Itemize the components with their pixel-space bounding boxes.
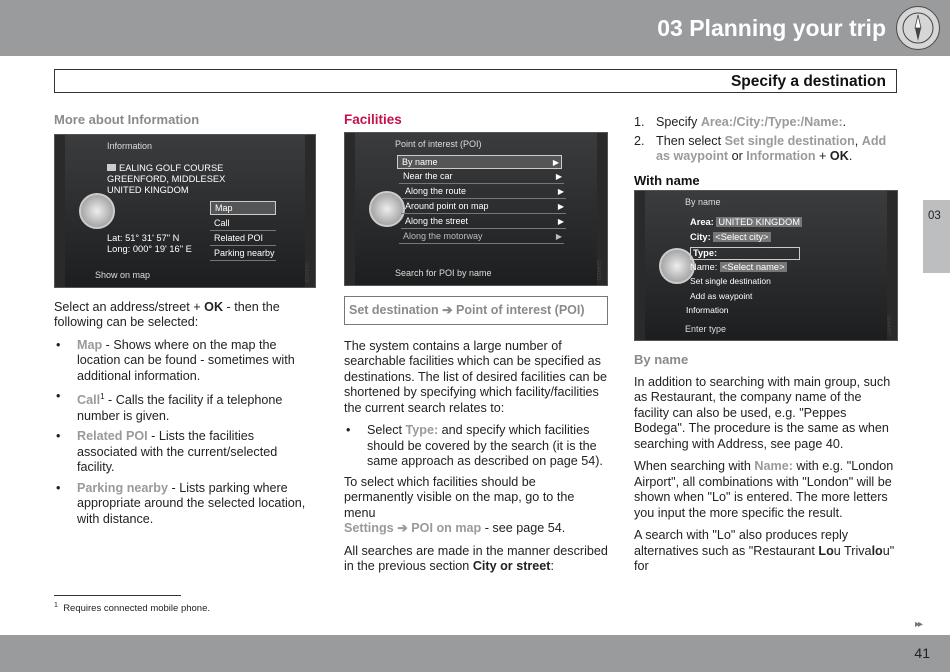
- compass-icon: [896, 6, 940, 50]
- arrow-right-icon: ➔: [397, 521, 408, 535]
- list-item: 1. Specify Area:/City:/Type:/Name:.: [634, 115, 847, 129]
- field-label: City:: [690, 232, 711, 242]
- footnote-divider: [54, 595, 181, 596]
- screen-option: Information: [686, 305, 729, 315]
- screen-line: GREENFORD, MIDDLESEX: [107, 173, 226, 184]
- screen-line: EALING GOLF COURSE: [119, 162, 224, 173]
- steps-list: [634, 115, 898, 165]
- screen-menu-item: Along the street ▶: [401, 215, 566, 229]
- information-screen-image: [54, 134, 316, 288]
- list-item: 2. Then select Set single destination, Add as waypoint or Information + OK.: [634, 133, 887, 163]
- screen-menu-item: Around point on map ▶: [401, 200, 566, 214]
- field-label: Area:: [690, 217, 714, 227]
- facilities-paragraph: The system contains a large number of searchable facilities which can be specified as destinations. The list of desired facilities can be shortened by specifying which facility/facilities the current search relates to:: [344, 338, 607, 415]
- list-item: • Related POI - Lists the facilities associated with the current/selected facility.: [54, 429, 316, 476]
- footnote: $^1$ Requires connected mobile phone.: [54, 602, 211, 615]
- image-code: G044229: [303, 261, 309, 283]
- list-item: • Parking nearby - Lists parking where appropriate around the selected location, with distance.: [54, 481, 316, 528]
- field-value: <Select name>: [721, 262, 785, 272]
- list-item: • Select Type: and specify which facilities should be covered by the search (it is the same approach as described on page 54).: [344, 423, 608, 470]
- control-knob-icon: [369, 191, 405, 227]
- column-more-about-information: [54, 112, 316, 532]
- screen-latitude: Lat: 51° 31' 57" N: [107, 232, 180, 243]
- heading-with-name: With name: [634, 172, 700, 188]
- screen-header: Information: [107, 140, 153, 151]
- image-code: G044477: [885, 315, 891, 336]
- field-value: UNITED KINGDOM: [718, 217, 800, 227]
- section-title-box: [54, 69, 897, 93]
- arrow-right-icon: ➔: [442, 302, 453, 317]
- screen-option: Set single destination: [690, 276, 771, 286]
- side-tab-label: 03: [928, 210, 941, 222]
- option-list: [54, 338, 316, 528]
- by-name-screen-image: [634, 190, 898, 341]
- screen-menu-item: Along the motorway ▶: [399, 230, 564, 244]
- column-by-name: [634, 112, 898, 582]
- lo-search-paragraph: A search with "Lo" also produces reply alternatives such as "Restaurant Lou Trivalou" for: [634, 528, 895, 573]
- menu-path-box: Set destination ➔ Point of interest (POI): [344, 296, 608, 325]
- screen-footer: Search for POI by name: [395, 268, 492, 278]
- flag-icon: [107, 164, 116, 171]
- heading-facilities: Facilities: [344, 112, 402, 127]
- screen-line: UNITED KINGDOM: [107, 184, 189, 195]
- continue-arrows-icon: ▸▸: [915, 619, 922, 630]
- screen-menu-item: Related POI: [210, 232, 276, 246]
- chapter-side-tab[interactable]: [923, 200, 950, 273]
- screen-header: By name: [685, 197, 721, 207]
- field-label: Name:: [690, 262, 718, 272]
- section-title: Specify a destination: [730, 73, 886, 90]
- poi-screen-image: [344, 132, 608, 286]
- column-facilities: [344, 112, 608, 582]
- screen-menu-item: Along the route ▶: [401, 185, 566, 199]
- page-footer: [0, 635, 950, 672]
- searches-paragraph: All searches are made in the manner described in the previous section City or street:: [344, 543, 608, 573]
- name-search-paragraph: When searching with Name: with e.g. "London Airport", all combinations with "London" will be shown when "Lo" is entered. The more letters you input the more specific the result.: [634, 459, 894, 520]
- screen-menu-item: By name ▶: [397, 155, 562, 169]
- screen-footer: Enter type: [685, 323, 727, 334]
- chapter-header: [0, 0, 950, 56]
- control-knob-icon: [79, 193, 115, 229]
- list-item: • Call$^1$ - Calls the facility if a telephone number is given.: [54, 389, 316, 424]
- screen-menu-item: Call: [210, 217, 276, 231]
- screen-option: Add as waypoint: [690, 291, 753, 301]
- field-value: <Select city>: [715, 232, 769, 242]
- screen-menu-item: Map: [210, 201, 276, 215]
- list-item: • Map - Shows where on the map the location can be found - sometimes with additional information.: [54, 338, 316, 385]
- chapter-title: 03 Planning your trip: [657, 15, 886, 41]
- screen-menu-item: Parking nearby: [210, 247, 276, 261]
- page-number: 41: [914, 645, 930, 661]
- heading-more-about-information: More about Information: [54, 112, 200, 127]
- field-label: Type:: [693, 248, 718, 258]
- screen-footer: Show on map: [95, 270, 151, 280]
- image-code: G044231: [595, 259, 601, 281]
- screen-menu-item: Near the car ▶: [399, 170, 564, 184]
- intro-paragraph: Select an address/street + OK - then the following can be selected:: [54, 299, 280, 329]
- footnote-ref: 1: [100, 392, 105, 401]
- screen-header: Point of interest (POI): [395, 138, 482, 149]
- heading-by-name: By name: [634, 352, 689, 367]
- select-type-list: [344, 423, 608, 470]
- settings-paragraph: To select which facilities should be permanently visible on the map, go to the menu Settings ➔ POI on map - see page 54.: [344, 474, 575, 535]
- by-name-paragraph: In addition to searching with main group, such as Restaurant, the company name of the facility can also be used, e.g. "Peppes Bodega". The procedure is the same as when searching with Address, see page 40.: [634, 374, 891, 451]
- screen-longitude: Long: 000° 19' 16" E: [107, 243, 192, 254]
